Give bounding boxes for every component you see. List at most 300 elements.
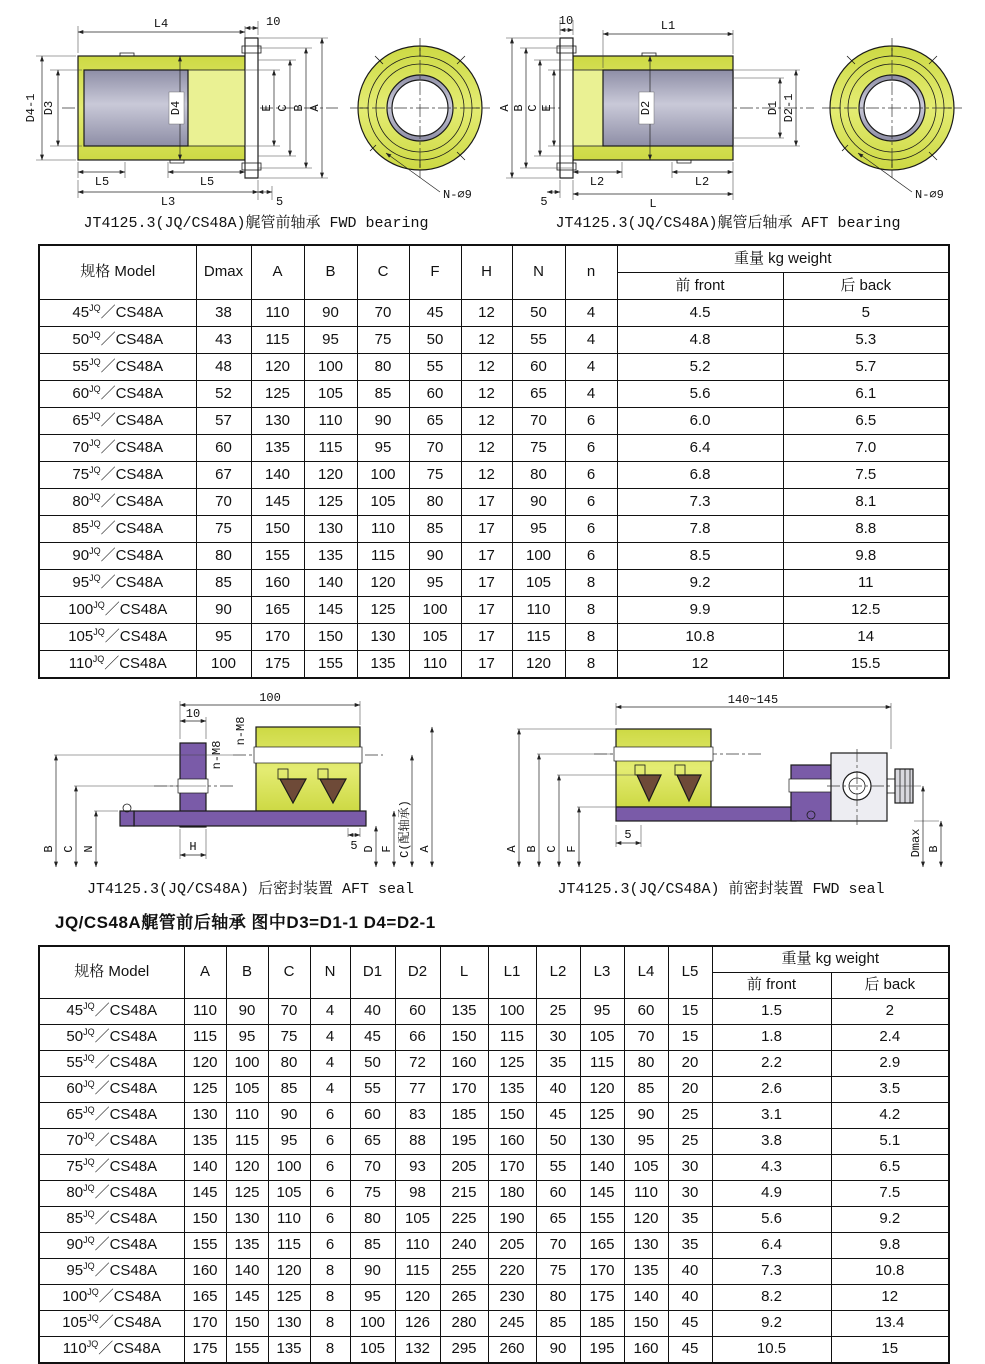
dimension-cell: 57 — [196, 408, 251, 435]
dimension-cell: 6 — [565, 408, 617, 435]
dimension-cell: 110 — [395, 1233, 440, 1259]
model-superscript: JQ — [89, 410, 101, 421]
dimension-cell: 4 — [565, 300, 617, 327]
model-superscript: JQ — [86, 1339, 99, 1350]
dimension-cell: 120 — [512, 651, 565, 679]
dimension-cell: 115 — [395, 1259, 440, 1285]
aft-bearing-caption: JT4125.3(JQ/CS48A)艉管后轴承 AFT bearing — [555, 215, 901, 232]
dimension-cell: 60 — [395, 999, 440, 1025]
dimension-cell: 50 — [409, 327, 461, 354]
weight-front-cell: 4.5 — [617, 300, 783, 327]
dimension-cell: 105 — [226, 1077, 268, 1103]
weight-front-cell: 3.8 — [712, 1129, 831, 1155]
dim-label-10: 10 — [558, 14, 574, 28]
dimension-cell: 50 — [536, 1129, 580, 1155]
dimension-cell: 160 — [488, 1129, 536, 1155]
bore-land — [573, 70, 605, 146]
dimension-cell: 17 — [461, 543, 512, 570]
dimension-cell: 15 — [668, 999, 712, 1025]
table-row — [39, 570, 949, 597]
column-header-dim: A — [184, 946, 226, 999]
dimension-cell: 180 — [488, 1181, 536, 1207]
model-superscript: JQ — [83, 1131, 95, 1142]
dim-label-c: C — [526, 104, 540, 112]
model-cell: $110^{JQ}/CS48A$ — [39, 1337, 184, 1364]
dimension-cell: 105 — [624, 1155, 668, 1181]
dimension-cell: 8 — [565, 651, 617, 679]
dimension-cell: 120 — [268, 1259, 310, 1285]
table-row — [39, 1337, 949, 1364]
dimension-cell: 8 — [565, 597, 617, 624]
dim-label-l4: L4 — [153, 17, 169, 31]
column-header-dim: N — [512, 245, 565, 300]
weight-front-cell: 7.3 — [712, 1259, 831, 1285]
table-row — [39, 516, 949, 543]
dim-label-nm8a: n-M8 — [210, 740, 224, 770]
weight-back-cell: 6.5 — [831, 1155, 949, 1181]
dimension-cell: 110 — [304, 408, 357, 435]
dim-label-b: B — [292, 104, 306, 112]
table-row — [39, 435, 949, 462]
dimension-cell: 17 — [461, 597, 512, 624]
dim-label-n-holes: N-∅9 — [443, 188, 472, 202]
dimension-cell: 35 — [668, 1233, 712, 1259]
dimension-cell: 225 — [440, 1207, 488, 1233]
dim-label-l5b: L5 — [199, 175, 215, 189]
bearing-dimensions-table — [38, 244, 950, 679]
dimension-cell: 25 — [668, 1103, 712, 1129]
dimension-cell: 135 — [268, 1337, 310, 1364]
dimension-cell: 30 — [536, 1025, 580, 1051]
dimension-cell: 175 — [580, 1285, 624, 1311]
model-superscript: JQ — [92, 653, 105, 664]
dimension-cell: 98 — [395, 1181, 440, 1207]
weight-back-cell: 11 — [783, 570, 949, 597]
dimension-cell: 95 — [624, 1129, 668, 1155]
dim-label-a: A — [505, 845, 519, 853]
dimension-cell: 265 — [440, 1285, 488, 1311]
dimension-cell: 110 — [251, 300, 304, 327]
model-cell: $55^{JQ}/CS48A$ — [39, 1051, 184, 1077]
dim-label-l5a: L5 — [94, 175, 110, 189]
dimension-cell: 195 — [440, 1129, 488, 1155]
dimension-cell: 75 — [350, 1181, 395, 1207]
dimension-cell: 70 — [409, 435, 461, 462]
weight-back-cell: 3.5 — [831, 1077, 949, 1103]
aft-seal-figure — [28, 691, 473, 898]
dimension-cell: 75 — [512, 435, 565, 462]
dimension-cell: 70 — [357, 300, 409, 327]
model-cell: $95^{JQ}/CS48A$ — [39, 1259, 184, 1285]
dim-label-d1: D1 — [766, 100, 780, 116]
model-superscript: JQ — [83, 1261, 95, 1272]
model-cell: $80^{JQ}/CS48A$ — [39, 489, 196, 516]
dimension-cell: 140 — [184, 1155, 226, 1181]
dimension-cell: 205 — [488, 1233, 536, 1259]
table-row — [39, 1207, 949, 1233]
dimension-cell: 40 — [668, 1285, 712, 1311]
weight-front-cell: 7.3 — [617, 489, 783, 516]
dimension-cell: 83 — [395, 1103, 440, 1129]
seal-drawings-row — [0, 691, 985, 898]
weight-back-cell: 2 — [831, 999, 949, 1025]
dimension-cell: 80 — [409, 489, 461, 516]
dimension-cell: 155 — [304, 651, 357, 679]
dimension-cell: 95 — [268, 1129, 310, 1155]
dimension-cell: 295 — [440, 1337, 488, 1364]
weight-front-cell: 10.8 — [617, 624, 783, 651]
table-row — [39, 1259, 949, 1285]
table-row — [39, 1233, 949, 1259]
table-row — [39, 462, 949, 489]
column-header-back: 后 back — [783, 273, 949, 300]
dim-label-l1: L1 — [660, 19, 676, 33]
dimension-cell: 100 — [268, 1155, 310, 1181]
dim-label-nm8b: n-M8 — [234, 716, 248, 746]
aft-bearing-figure — [492, 8, 964, 232]
column-header-dim: C — [268, 946, 310, 999]
weight-back-cell: 6.1 — [783, 381, 949, 408]
dimension-cell: 95 — [409, 570, 461, 597]
dimension-cell: 30 — [668, 1181, 712, 1207]
dimension-cell: 205 — [440, 1155, 488, 1181]
dimension-cell: 110 — [409, 651, 461, 679]
dimension-cell: 6 — [565, 462, 617, 489]
dim-label-dmax: Dmax — [909, 828, 923, 858]
dimension-cell: 135 — [440, 999, 488, 1025]
table-row — [39, 489, 949, 516]
column-header-model: 规格 Model — [39, 946, 184, 999]
dim-label-d2: D2 — [639, 100, 653, 116]
fwd-seal-drawing — [491, 691, 951, 874]
dimension-cell: 52 — [196, 381, 251, 408]
dimension-cell: 8 — [565, 624, 617, 651]
dimension-cell: 145 — [304, 597, 357, 624]
dimension-cell: 45 — [536, 1103, 580, 1129]
weight-back-cell: 7.0 — [783, 435, 949, 462]
dimension-cell: 4 — [565, 381, 617, 408]
table-row — [39, 1285, 949, 1311]
model-superscript: JQ — [89, 518, 101, 529]
model-superscript: JQ — [87, 1287, 99, 1298]
table-row — [39, 1181, 949, 1207]
weight-front-cell: 1.8 — [712, 1025, 831, 1051]
dim-label-5: 5 — [276, 195, 284, 208]
dimension-cell: 15 — [668, 1025, 712, 1051]
table-row — [39, 1103, 949, 1129]
dimension-cell: 105 — [409, 624, 461, 651]
dimension-cell: 185 — [440, 1103, 488, 1129]
dimension-cell: 17 — [461, 651, 512, 679]
fwd-bearing-front-view — [350, 38, 490, 202]
dimension-cell: 140 — [580, 1155, 624, 1181]
column-header-model: 规格 Model — [39, 245, 196, 300]
weight-back-cell: 9.8 — [783, 543, 949, 570]
model-cell: $70^{JQ}/CS48A$ — [39, 435, 196, 462]
dimension-cell: 170 — [251, 624, 304, 651]
dimension-cell: 135 — [488, 1077, 536, 1103]
dimension-cell: 120 — [304, 462, 357, 489]
shaft-gap — [614, 747, 713, 761]
dimension-cell: 145 — [580, 1181, 624, 1207]
dimension-cell: 140 — [624, 1285, 668, 1311]
dim-label-l: L — [649, 197, 657, 208]
column-header-dim: A — [251, 245, 304, 300]
model-superscript: JQ — [89, 356, 101, 367]
dimension-cell: 80 — [196, 543, 251, 570]
dim-label-e: E — [260, 104, 274, 112]
dimension-cell: 170 — [488, 1155, 536, 1181]
dim-label-c: C — [276, 104, 290, 112]
column-header-dim: L — [440, 946, 488, 999]
weight-back-cell: 14 — [783, 624, 949, 651]
model-superscript: JQ — [89, 464, 101, 475]
dimension-cell: 215 — [440, 1181, 488, 1207]
dimension-cell: 150 — [440, 1025, 488, 1051]
dimension-cell: 65 — [409, 408, 461, 435]
weight-back-cell: 2.4 — [831, 1025, 949, 1051]
weight-back-cell: 7.5 — [831, 1181, 949, 1207]
dimension-cell: 17 — [461, 489, 512, 516]
dimension-cell: 115 — [304, 435, 357, 462]
dimension-cell: 132 — [395, 1337, 440, 1364]
dimension-cell: 130 — [226, 1207, 268, 1233]
dimension-cell: 130 — [251, 408, 304, 435]
model-superscript: JQ — [93, 626, 105, 637]
model-superscript: JQ — [87, 1313, 99, 1324]
dim-label-a: A — [498, 104, 512, 112]
dim-label-n: N — [82, 845, 96, 853]
dimension-cell: 50 — [350, 1051, 395, 1077]
dim-label-range: 140~145 — [727, 693, 779, 707]
dimension-cell: 55 — [409, 354, 461, 381]
dimension-cell: 185 — [580, 1311, 624, 1337]
dimension-cell: 155 — [251, 543, 304, 570]
model-superscript: JQ — [83, 1105, 95, 1116]
dim-label-l2a: L2 — [589, 175, 605, 189]
weight-front-cell: 1.5 — [712, 999, 831, 1025]
dimension-cell: 75 — [268, 1025, 310, 1051]
model-superscript: JQ — [83, 1079, 95, 1090]
table-row — [39, 1025, 949, 1051]
dimension-cell: 115 — [357, 543, 409, 570]
dimension-cell: 100 — [357, 462, 409, 489]
model-cell: $90^{JQ}/CS48A$ — [39, 543, 196, 570]
dimension-cell: 120 — [580, 1077, 624, 1103]
model-superscript: JQ — [89, 383, 101, 394]
dimension-cell: 20 — [668, 1077, 712, 1103]
weight-back-cell: 12.5 — [783, 597, 949, 624]
fwd-bearing-drawing — [20, 8, 492, 208]
dimension-cell: 95 — [196, 624, 251, 651]
dim-label-l2b: L2 — [694, 175, 710, 189]
dimension-cell: 80 — [512, 462, 565, 489]
dimension-cell: 135 — [184, 1129, 226, 1155]
dimension-cell: 150 — [624, 1311, 668, 1337]
weight-front-cell: 5.6 — [617, 381, 783, 408]
dimension-cell: 105 — [512, 570, 565, 597]
dimension-cell: 67 — [196, 462, 251, 489]
dim-label-d3: D3 — [42, 100, 56, 116]
dimension-cell: 8 — [310, 1259, 350, 1285]
dimension-cell: 6 — [310, 1207, 350, 1233]
model-superscript: JQ — [89, 329, 101, 340]
dimension-cell: 110 — [624, 1181, 668, 1207]
dimension-cell: 65 — [512, 381, 565, 408]
dimension-cell: 50 — [512, 300, 565, 327]
dimension-cell: 160 — [251, 570, 304, 597]
dimension-cell: 85 — [624, 1077, 668, 1103]
column-header-back: 后 back — [831, 973, 949, 999]
weight-front-cell: 4.3 — [712, 1155, 831, 1181]
dimension-cell: 45 — [668, 1337, 712, 1364]
dimension-cell: 90 — [624, 1103, 668, 1129]
dimension-cell: 160 — [624, 1337, 668, 1364]
dimension-cell: 165 — [580, 1233, 624, 1259]
dimension-cell: 4 — [565, 354, 617, 381]
dim-label-5: 5 — [350, 839, 358, 853]
model-superscript: JQ — [89, 302, 101, 313]
seal-housing — [256, 727, 360, 811]
fwd-bearing-figure — [20, 8, 492, 232]
dimension-cell: 40 — [536, 1077, 580, 1103]
dimension-cell: 80 — [357, 354, 409, 381]
dimension-cell: 35 — [668, 1207, 712, 1233]
dimension-cell: 85 — [409, 516, 461, 543]
dim-label-f: F — [565, 845, 579, 853]
model-cell: $80^{JQ}/CS48A$ — [39, 1181, 184, 1207]
dimension-cell: 70 — [196, 489, 251, 516]
model-superscript: JQ — [83, 1001, 95, 1012]
dimension-cell: 90 — [357, 408, 409, 435]
table-row — [39, 327, 949, 354]
dimension-cell: 4 — [565, 327, 617, 354]
dimension-cell: 105 — [350, 1337, 395, 1364]
dimension-cell: 160 — [184, 1259, 226, 1285]
dimension-cell: 115 — [512, 624, 565, 651]
dimension-cell: 66 — [395, 1025, 440, 1051]
dimension-cell: 130 — [357, 624, 409, 651]
dimension-cell: 115 — [184, 1025, 226, 1051]
model-superscript: JQ — [83, 1027, 95, 1038]
column-header-dim: D1 — [350, 946, 395, 999]
dimension-cell: 4 — [310, 1025, 350, 1051]
weight-back-cell: 13.4 — [831, 1311, 949, 1337]
dimension-cell: 75 — [536, 1259, 580, 1285]
model-superscript: JQ — [89, 545, 101, 556]
dimension-cell: 8 — [310, 1285, 350, 1311]
model-cell: $85^{JQ}/CS48A$ — [39, 516, 196, 543]
dimension-cell: 170 — [580, 1259, 624, 1285]
dimension-cell: 70 — [512, 408, 565, 435]
column-header-dim: L4 — [624, 946, 668, 999]
dimension-cell: 12 — [461, 462, 512, 489]
table-row — [39, 381, 949, 408]
dimension-cell: 140 — [304, 570, 357, 597]
dimension-cell: 12 — [461, 327, 512, 354]
dimension-cell: 60 — [536, 1181, 580, 1207]
weight-back-cell: 7.5 — [783, 462, 949, 489]
riser-bore — [789, 779, 833, 792]
dimension-cell: 30 — [668, 1155, 712, 1181]
dimension-cell: 110 — [268, 1207, 310, 1233]
table-row — [39, 300, 949, 327]
weight-front-cell: 9.9 — [617, 597, 783, 624]
dimension-cell: 155 — [184, 1233, 226, 1259]
dimension-cell: 6 — [565, 489, 617, 516]
model-superscript: JQ — [83, 1157, 95, 1168]
dimension-cell: 170 — [440, 1077, 488, 1103]
model-cell: $45^{JQ}/CS48A$ — [39, 300, 196, 327]
model-superscript: JQ — [83, 1235, 95, 1246]
dimension-cell: 85 — [268, 1077, 310, 1103]
weight-back-cell: 8.1 — [783, 489, 949, 516]
dimension-cell: 245 — [488, 1311, 536, 1337]
dimension-cell: 195 — [580, 1337, 624, 1364]
dimension-cell: 125 — [226, 1181, 268, 1207]
dimension-cell: 150 — [251, 516, 304, 543]
weight-front-cell: 9.2 — [712, 1311, 831, 1337]
model-superscript: JQ — [89, 572, 101, 583]
dimension-cell: 130 — [304, 516, 357, 543]
dimension-cell: 88 — [395, 1129, 440, 1155]
dimension-cell: 105 — [395, 1207, 440, 1233]
dimension-cell: 8 — [310, 1337, 350, 1364]
dimension-cell: 60 — [624, 999, 668, 1025]
weight-front-cell: 2.2 — [712, 1051, 831, 1077]
dimension-cell: 140 — [226, 1259, 268, 1285]
dimension-cell: 115 — [488, 1025, 536, 1051]
dimension-cell: 100 — [512, 543, 565, 570]
dimension-cell: 260 — [488, 1337, 536, 1364]
dimension-cell: 43 — [196, 327, 251, 354]
dimension-cell: 8 — [310, 1311, 350, 1337]
dimension-cell: 95 — [304, 327, 357, 354]
model-superscript: JQ — [89, 491, 101, 502]
model-superscript: JQ — [83, 1209, 95, 1220]
model-cell: $50^{JQ}/CS48A$ — [39, 1025, 184, 1051]
dimension-cell: 110 — [226, 1103, 268, 1129]
column-header-dim: L3 — [580, 946, 624, 999]
dimension-cell: 125 — [251, 381, 304, 408]
weight-front-cell: 3.1 — [712, 1103, 831, 1129]
column-header-dim: n — [565, 245, 617, 300]
dim-label-d: D — [362, 845, 376, 853]
weight-back-cell: 5.7 — [783, 354, 949, 381]
dimension-cell: 90 — [196, 597, 251, 624]
weight-front-cell: 10.5 — [712, 1337, 831, 1364]
model-cell: $100^{JQ}/CS48A$ — [39, 597, 196, 624]
shaft-liner — [134, 811, 366, 826]
model-superscript: JQ — [83, 1183, 95, 1194]
table-row — [39, 1311, 949, 1337]
model-cell: $65^{JQ}/CS48A$ — [39, 1103, 184, 1129]
aft-seal-drawing — [28, 691, 473, 874]
liner-riser — [791, 765, 831, 821]
dimension-cell: 65 — [350, 1129, 395, 1155]
model-superscript: JQ — [89, 437, 101, 448]
dimension-cell: 6 — [310, 1233, 350, 1259]
dimension-cell: 130 — [580, 1129, 624, 1155]
dimension-cell: 105 — [268, 1181, 310, 1207]
weight-front-cell: 9.2 — [617, 570, 783, 597]
weight-back-cell: 4.2 — [831, 1103, 949, 1129]
dimension-cell: 115 — [580, 1051, 624, 1077]
dimension-cell: 95 — [512, 516, 565, 543]
dimension-cell: 100 — [226, 1051, 268, 1077]
table-row — [39, 999, 949, 1025]
dimension-cell: 70 — [624, 1025, 668, 1051]
